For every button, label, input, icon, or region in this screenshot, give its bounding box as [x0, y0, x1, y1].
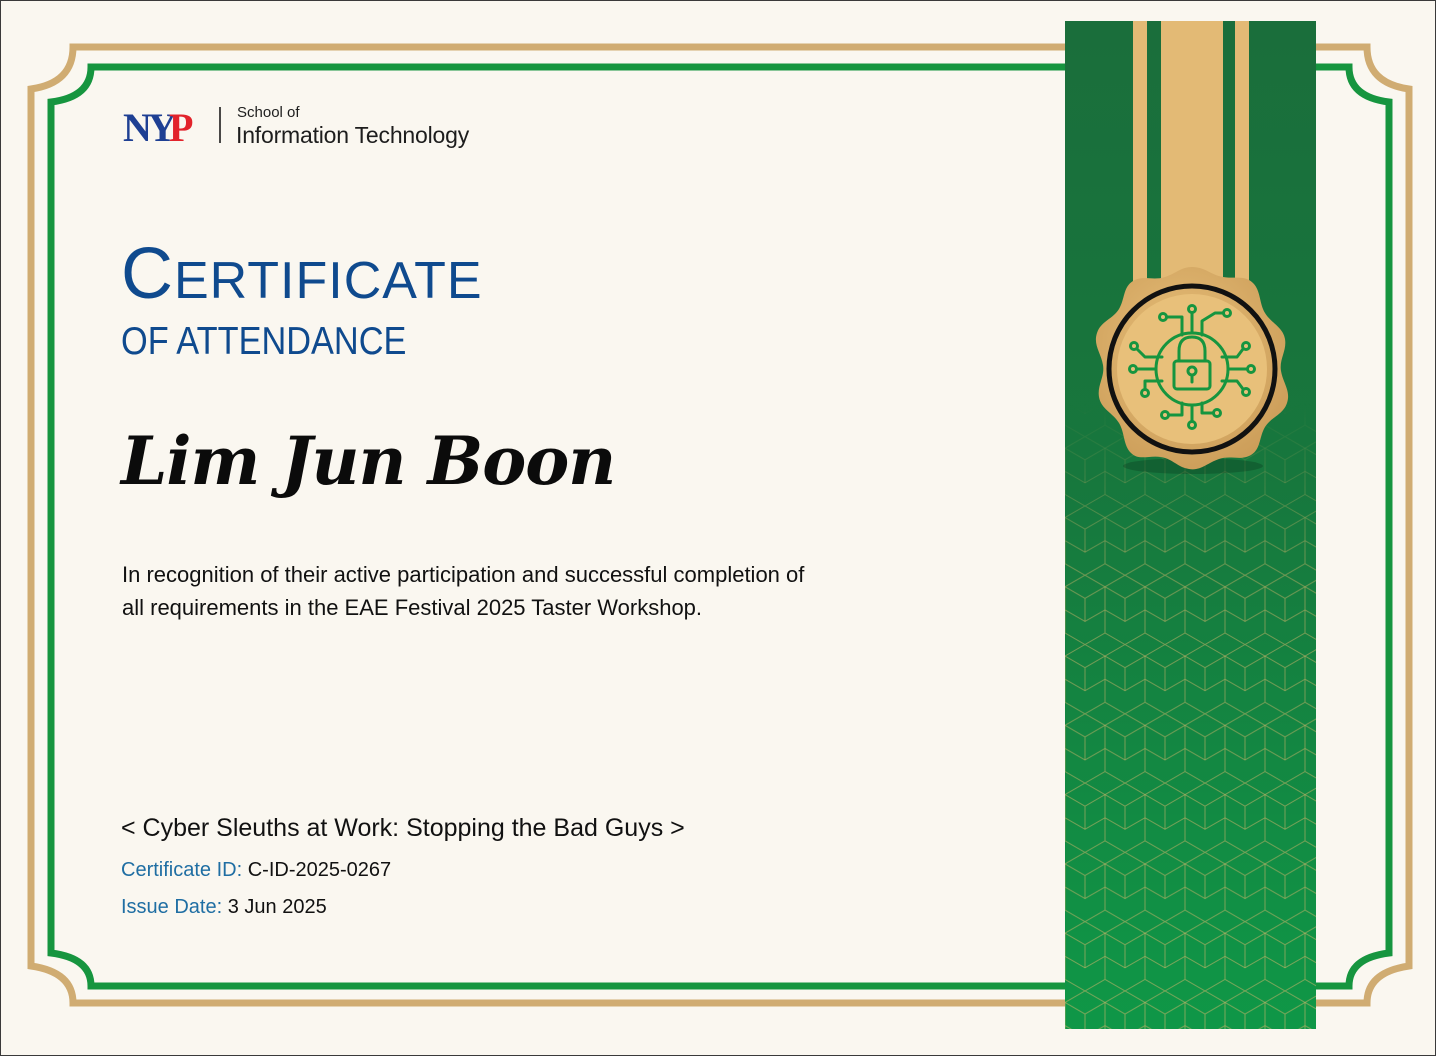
certificate-title [121, 234, 483, 318]
recipient-name: Lim Jun Boon [121, 422, 616, 500]
certificate-description: In recognition of their active participation and successful completion of all requirements in the EAE Festival 2025 Taster Workshop. [122, 562, 805, 620]
issue-date-label: Issue Date: [121, 896, 223, 918]
issue-date-row [121, 894, 327, 920]
logo-line-school-of: School of [237, 104, 300, 121]
svg-text:NY: NY [123, 105, 173, 149]
logo-line-school-name: Information Technology [236, 122, 469, 148]
certificate-id-row [121, 857, 391, 883]
nyp-logo [123, 101, 235, 149]
padlock-circuit-seal-icon [1085, 261, 1300, 476]
issue-date-value: 3 Jun 2025 [227, 896, 327, 918]
side-ribbon [1065, 21, 1316, 1029]
workshop-title: < Cyber Sleuths at Work: Stopping the Bad Guys > [121, 814, 685, 842]
certificate-subtitle: OF ATTENDANCE [121, 320, 407, 363]
certificate-id-label: Certificate ID: [121, 859, 243, 881]
certificate-title-rest: ERTIFICATE [174, 252, 483, 310]
certificate-title-initial: C [121, 234, 174, 314]
certificate-id-value: C-ID-2025-0267 [247, 859, 392, 881]
svg-text:P: P [169, 105, 194, 149]
